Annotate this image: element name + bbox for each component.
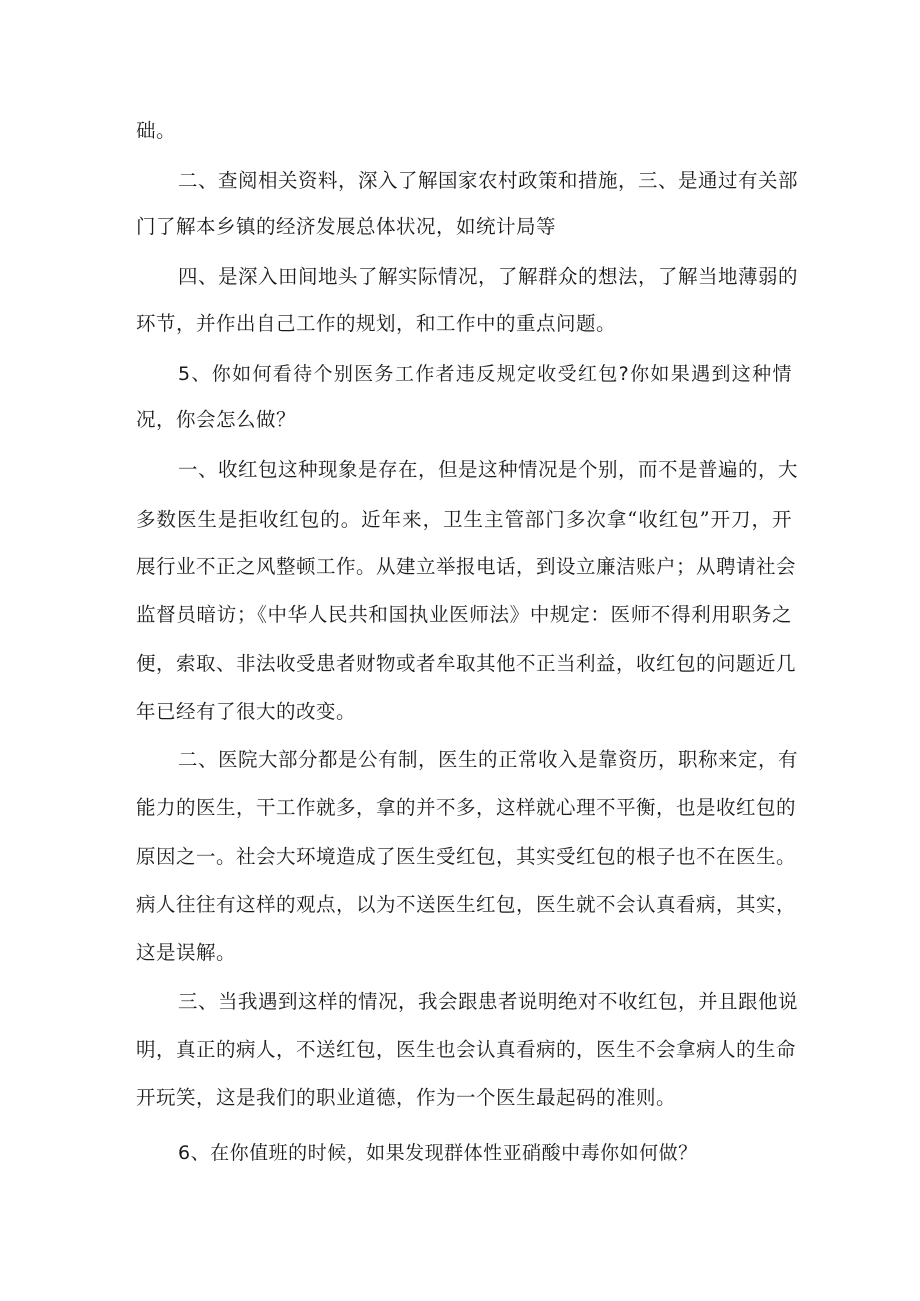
paragraph-research-line: 二、查阅相关资料，深入了解国家农村政策和措施，三、是通过有关部 [178, 169, 799, 192]
answer-5-2-line: 二、医院大部分都是公有制，医生的正常收入是靠资历，职称来定，有 [178, 748, 799, 771]
question-5-line: 况，你会怎么做？ [136, 408, 297, 431]
answer-5-2-line: 这是误解。 [136, 941, 237, 964]
answer-5-3-line: 开玩笑，这是我们的职业道德，作为一个医生最起码的准则。 [136, 1086, 677, 1109]
answer-5-1-line: 展行业不正之风整顿工作。从建立举报电话，到设立廉洁账户；从聘请社会 [136, 555, 797, 578]
question-5-line: 5、你如何看待个别医务工作者违反规定收受红包?你如果遇到这种情 [178, 363, 792, 385]
answer-5-2-line: 原因之一。社会大环境造成了医生受红包，其实受红包的根子也不在医生。 [136, 845, 797, 868]
paragraph-research-line: 门了解本乡镇的经济发展总体状况，如统计局等 [136, 215, 557, 238]
answer-5-2-line: 病人往往有这样的观点，以为不送医生红包，医生就不会认真看病，其实， [136, 893, 797, 916]
answer-5-1-line: 年已经有了很大的改变。 [136, 700, 357, 723]
answer-5-1-line: 多数医生是拒收红包的。近年来，卫生主管部门多次拿“收红包”开刀，开 [136, 508, 792, 531]
answer-5-3-line: 三、当我遇到这样的情况，我会跟患者说明绝对不收红包，并且跟他说 [178, 990, 799, 1013]
answer-5-2-line: 能力的医生，干工作就多，拿的并不多，这样就心理不平衡，也是收红包的 [136, 796, 797, 819]
paragraph-continuation-line: 础。 [136, 119, 177, 142]
paragraph-field-line: 环节，并作出自己工作的规划，和工作中的重点问题。 [136, 312, 617, 335]
paragraph-field-line: 四、是深入田间地头了解实际情况，了解群众的想法，了解当地薄弱的 [178, 265, 799, 288]
answer-5-3-line: 明，真正的病人，不送红包，医生也会认真看病的，医生不会拿病人的生命 [136, 1038, 797, 1061]
answer-5-1-line: 监督员暗访；《中华人民共和国执业医师法》中规定：医师不得利用职务之 [136, 603, 792, 626]
question-6-line: 6、在你值班的时候，如果发现群体性亚硝酸中毒你如何做？ [178, 1142, 698, 1164]
answer-5-1-line: 一、收红包这种现象是存在，但是这种情况是个别，而不是普遍的，大 [178, 458, 799, 481]
answer-5-1-line: 便，索取、非法收受患者财物或者牟取其他不正当利益，收红包的问题近几 [136, 652, 797, 675]
